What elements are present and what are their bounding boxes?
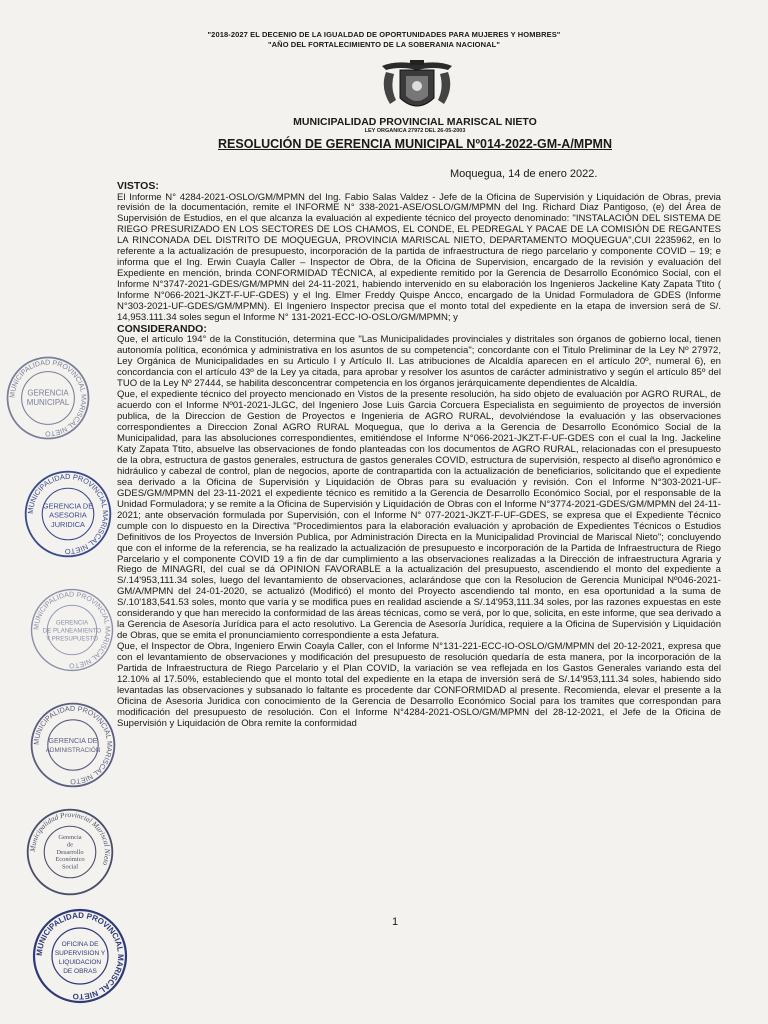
stamp-inner-text: Económico (55, 856, 85, 864)
page-number: 1 (392, 916, 399, 928)
stamp-inner-text: de (66, 841, 74, 849)
stamp-asesoria-juridica (22, 468, 114, 560)
stamp-administracion (28, 700, 118, 790)
stamp-inner-text: LIQUIDACION (58, 959, 102, 966)
motto-decenio: "2018-2027 EL DECENIO DE LA IGUALDAD DE OPORTUNIDADES PARA MUJERES Y HOMBRES" (207, 30, 561, 39)
stamp-inner-text: Social (61, 863, 79, 871)
stamp-outer-text: Municipalidad Provincial Mariscal Nieto (27, 810, 113, 867)
document-body (117, 181, 721, 730)
stamp-inner-text: JURIDICA (51, 519, 85, 529)
considerando-paragraph-2: Que, el expediente técnico del proyecto mencionado en Vistos de la presente resolución, ha sido objeto de evaluación por AGRO RURAL, de acuerdo con el Informe Nº01-2021-JLGC, del Ingeniero Jose Luis Garcia Corcuera Especialista en seguimiento de proyectos de inversión publica, de la Direccion de Gestion de Proyectos e Ingenieria de AGRO RURAL, devolviéndose la evaluación y las observaciones correspondientes a Direccion Zonal AGRO RURAL Moquegua, que lo deriva a la Gerencia de Desarrollo Económico Social de la Municipalidad, para las absoluciones correspondientes, emitiéndose el Informe N°066-2021-JKZT-F-UF-GDES con el cual la Ing. Jackeline Katy Zapata Ttito, absuelve las observaciones de fondo planteadas con los documentos de AGRO RURAL, relacionadas con el presupuesto de la obra, estructura de gastos generales, estructura de gastos generales COVID, estructura de supervisión, respecto al diseño agronómico e hidráulico y cabezal de control, plan de negocios, aporte de contrapartida con la actualización de beneficiarios, solicitando que el expediente sea derivado a la Oficina de Supervisión y Liquidación de Obras para su evaluación y revisión. Con el Informe N°303-2021-UF-GDES/GM/MPMN del 23-11-2021 el expediente técnico es remitido a la Gerencia de Desarrollo Económico Social, por el responsable de la Unidad Formuladora; y se remite a la Oficina de Supervisión y Liquidación de Obras con el Informe N°3774-2021-GDES/GM/MPMN del 24-11-2021; ante observación formulada por Supervisión, con el Informe N° 077-2021-JKZT-F-UF-GDES, se expresa que el Expediente Técnico cumple con lo dispuesto en la Directiva "Procedimientos para la elaboración evaluación y aprobación de Expedientes Técnicos o Estudios Definitivos de los Proyectos de Inversión Publica, por Administración Directa en la Municipalidad Provincial de Mariscal Nieto"; concluyendo que con el informe de la referencia, se ha realizado la actualización de presupuesto e incorporación de la Partida de Infraestructura de Riego Parcelario y el componente COVID 19 a fin de dar cumplimiento a las observaciones realizadas a la Dirección de infraestructura Agraria y Riego de MINAGRI, del cual se dá OPINION FAVORABLE a la actualización del presupuesto, ascendiendo el monto del expediente a S/.14'953,111.34 soles, luego del levantamiento de observaciones, aclarándose que con la Resolucion de Gerencia Municipal Nº046-2021-GM/A/MPMN del 24-01-2020, se actualizó (Modificó) el monto del Proyecto ascendiendo tal monto, en esa oportunidad a la suma de S/.10'183,541.53 soles, monto que varía y se modifica pues en realidad asciende a S/.14'953,111.34 soles, por las razones expuestas en este considerando y que han merecido la conformidad de las áreas técnicas, como se verá, por lo que, solicita, en este informe, que sea derivado a la Gerencia de Asesoría Jurídica para el acto resolutivo. La Gerencia de Asesoría Jurídica, requiere a la Oficina de Supervisión y Liquidación de Obras, que se emita el pronunciamiento correspondiente a esta Jefatura. (117, 389, 721, 642)
stamp-inner-text: OFICINA DE (61, 941, 99, 948)
motto-year: "AÑO DEL FORTALECIMIENTO DE LA SOBERANIA NACIONAL" (268, 40, 500, 49)
document-header (150, 116, 680, 152)
header-mottos (0, 30, 768, 50)
stamp-inner-text: Gerencia (58, 834, 82, 842)
stamp-outer-text: MUNICIPALIDAD PROVINCIAL MARISCAL NIETO (33, 591, 111, 669)
stamp-inner-text: ADMINISTRACIÓN (45, 747, 101, 755)
stamp-inner-text: Desarrollo (56, 848, 84, 856)
stamp-inner-text: GERENCIA DE (48, 736, 98, 746)
stamp-supervision-liquidacion (30, 906, 130, 1006)
stamp-inner-text: GERENCIA DE (42, 501, 94, 511)
stamp-desarrollo-economico (24, 806, 116, 898)
stamp-outer-text: MUNICIPALIDAD PROVINCIAL MARISCAL NIETO (34, 910, 126, 1002)
stamp-gerencia-municipal (4, 354, 92, 442)
stamp-inner-text: ASESORIA (49, 510, 87, 520)
municipal-crest-icon (376, 58, 458, 118)
stamp-inner-text: MUNICIPAL (26, 398, 70, 408)
stamp-outer-text: MUNICIPALIDAD PROVINCIAL MARISCAL NIETO (9, 359, 87, 437)
considerando-paragraph-3: Que, el Inspector de Obra, Ingeniero Erwin Coayla Caller, con el Informe N°131-221-ECC-IO-OSLO/GM/MPMN del 20-12-2021, expresa que con el levantamiento de observaciones y modificación del presupuesto de resolución quedaría de esta manera, por la incorporación de la Partida de Infraestructura de Riego Parcelario y el Plan COVID, la variación se vea reflejada en los Gastos Generales variando esta del 12.10% al 17.50%, estableciendo que el monto total del expediente en la etapa de inversión será de S/.14'953,111.34 soles, habiendo sido levantadas las observaciones y subsanado lo faltante es procedente dar CONFORMIDAD al presente. Recomienda, elevar el presente a la Oficina de Asesoria Juridica con conocimiento de la Gerencia de Desarrollo Económico Social para los tramites que correspondan para modificación del presupuesto de resolución. Con el Informe N°4284-2021-OSLO/GM/MPMN del 28-12-2021, el Jefe de la Oficina de Supervisión y Liquidación de Obra remite la conformidad (117, 641, 721, 729)
stamp-inner-text: GERENCIA (27, 388, 69, 398)
stamp-inner-text: GERENCIA (55, 619, 89, 627)
stamp-inner-text: DE PLANEAMIENTO (42, 627, 102, 635)
municipality-name: MUNICIPALIDAD PROVINCIAL MARISCAL NIETO (293, 116, 537, 128)
resolution-title: RESOLUCIÓN DE GERENCIA MUNICIPAL Nº014-2022-GM-A/MPMN (218, 137, 612, 151)
vistos-paragraph: El Informe N° 4284-2021-OSLO/GM/MPMN del Ing. Fabio Salas Valdez - Jefe de la Oficina de Supervisión y Liquidación de Obras, previa revisión de la documentación, remite el INFORME N° 338-2021-ASE/OSLO/GM/MPMN del Ing. Richard Diaz Pantigoso, (e) del Área de Supervisión de Estudios, en el que alcanza la evaluación al expediente técnico del proyecto denominado: "INSTALACIÓN DEL SISTEMA DE RIEGO PRESURIZADO EN LOS SECTORES DE LOS CHAMOS, EL CONDE, EL PEDREGAL Y PACAE DE LA COMISIÓN DE REGANTES LA RINCONADA DEL DISTRITO DE MOQUEGUA, PROVINCIA MARISCAL NIETO, DEPARTAMENTO MOQUEGUA",CUI 2235962, en lo referente a la actualización de presupuesto, incorporación de la partida de infraestructura de riego parcelario y componente COVID – 19; e informa que el Ing. Erwin Cuayla Caller – Inspector de Obra, de la Oficina de Supervision, encargado de la revisión y evaluación del Expediente en mención, brinda CONFORMIDAD TÉCNICA, al expediente remitido por la Gerencia de Desarrollo Económico Social, con el Informe N°3747-2021-GDES/GM/MPMN del 24-11-2021, habiendo intervenido en su elaboración los Ingenieros Jackeline Katy Zapata Ttito ( Informe N°066-2021-JKZT-F-UF-GDES) y el Ing. Elmer Freddy Quispe Ancco, encargado de la Unidad Formuladora de GDES (Informe N°303-2021-UF-GDES/GM/MPMN). El Ingeniero Inspector precisa que el monto total del expediente en la etapa de inversion será de S/. 14,953.111.34 soles segun el Informe N° 131-2021-ECC-IO-OSLO/GM/MPMN; y (117, 191, 721, 323)
document-date: Moquegua, 14 de enero 2022. (450, 168, 598, 180)
stamp-inner-text: SUPERVISION Y (54, 950, 106, 957)
stamp-outer-text: MUNICIPALIDAD PROVINCIAL MARISCAL NIETO (31, 703, 115, 787)
stamp-outer-text: MUNICIPALIDAD PROVINCIAL MARISCAL NIETO (25, 472, 111, 556)
stamp-planeamiento-presupuesto (28, 586, 116, 674)
stamp-inner-text: Y PRESUPUESTO (45, 635, 99, 643)
stamp-inner-text: DE OBRAS (63, 968, 97, 975)
vistos-heading: VISTOS: (117, 180, 159, 192)
organic-law: LEY ORGANICA 27972 DEL 26-05-2003 (364, 128, 466, 134)
considerando-heading: CONSIDERANDO: (117, 322, 207, 335)
considerando-paragraph-1: Que, el artículo 194° de la Constitución, determina que "Las Municipalidades provinciales y distritales son órganos de gobierno local, tienen autonomía política, económica y administrativa en los asuntos de su competencia"; concordante con el Titulo Preliminar de la Ley Nº 27972, Ley Orgánica de Municipalidades en su Articulo I y Artículo II. Las atribuciones de Alcaldía aparecen en el artículo 20º, numeral 6), en concordancia con el artículo 43º de la Ley ya citada, para aprobar y resolver los asuntos de carácter administrativo y según el artículo 85º del TUO de la Ley Nº 27444, se habilita desconcentrar competencia en los órganos jerárquicamente dependientes de Alcaldía. (117, 334, 721, 390)
